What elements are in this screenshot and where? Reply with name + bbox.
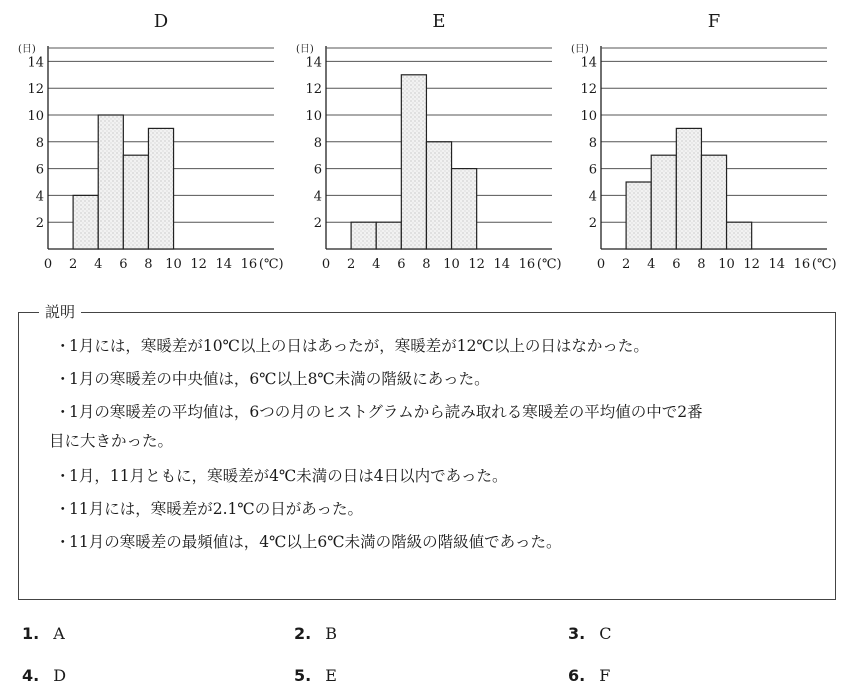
x-tick-label: 10 [443, 257, 460, 272]
answer-choices [22, 624, 842, 694]
y-tick-label: 4 [35, 189, 44, 205]
x-tick-label: 16 [518, 257, 536, 272]
explanation-text-continued: 目に大きかった。 [49, 432, 174, 450]
explanation-text: 1月，11月ともに，寒暖差が4℃未満の日は4日以内であった。 [69, 467, 508, 485]
explanation-text: 1月の寒暖差の平均値は，6つの月のヒストグラムから読み取れる寒暖差の平均値の中で2番 [69, 403, 703, 421]
y-tick-label: 12 [305, 82, 322, 98]
x-tick-label: 8 [422, 257, 431, 272]
x-tick-label: 10 [718, 257, 735, 272]
choice-1[interactable] [22, 624, 65, 643]
histogram-bar [148, 128, 173, 249]
y-tick-label: 4 [588, 189, 597, 205]
y-tick-label: 10 [27, 109, 44, 124]
explanation-list [49, 335, 819, 564]
histogram-bar [351, 222, 376, 249]
y-tick-label: 12 [580, 82, 597, 98]
y-tick-label: 6 [588, 162, 597, 178]
x-tick-label: 2 [621, 257, 631, 272]
y-tick-label: 14 [580, 55, 597, 71]
histogram-bar [626, 182, 651, 249]
explanation-text: 1月には，寒暖差が10℃以上の日はあったが，寒暖差が12℃以上の日はなかった。 [69, 337, 649, 355]
x-tick-label: 4 [372, 257, 381, 272]
x-tick-label: 12 [190, 257, 207, 272]
y-tick-label: 10 [580, 109, 597, 124]
explanation-text: 1月の寒暖差の中央値は，6℃以上8℃未満の階級にあった。 [69, 370, 490, 388]
histogram-bar [727, 222, 752, 249]
explanation-item [55, 368, 819, 391]
explanation-item [49, 401, 819, 453]
choice-4[interactable] [22, 666, 66, 685]
histogram-bar [701, 155, 726, 249]
y-tick-label: 12 [27, 82, 44, 98]
y-tick-label: 4 [313, 189, 322, 205]
x-tick-label: 16 [240, 257, 258, 272]
y-tick-label: 6 [313, 162, 322, 178]
histogram-group [0, 0, 856, 280]
choice-number: 5. [294, 666, 312, 685]
y-tick-label: 14 [305, 55, 322, 71]
explanation-item [55, 498, 819, 521]
x-tick-label: 10 [165, 257, 182, 272]
y-tick-label: 2 [35, 216, 44, 232]
explanation-text: 11月には，寒暖差が2.1℃の日があった。 [69, 500, 364, 518]
choice-label: E [325, 666, 337, 685]
explanation-title: 説明 [39, 301, 81, 322]
choice-5[interactable] [294, 666, 337, 685]
x-tick-label: 0 [321, 257, 331, 272]
x-tick-label: 0 [596, 257, 606, 272]
explanation-item [55, 465, 819, 488]
x-axis-unit-label: (℃) [258, 257, 284, 272]
x-tick-label: 12 [468, 257, 485, 272]
choice-number: 4. [22, 666, 40, 685]
histogram-bar [123, 155, 148, 249]
x-tick-label: 2 [346, 257, 356, 272]
bullet: ・ [55, 467, 71, 485]
chart-title: E [432, 11, 446, 32]
x-tick-label: 4 [647, 257, 656, 272]
bullet: ・ [55, 533, 71, 551]
x-tick-label: 4 [94, 257, 103, 272]
histogram-e [278, 0, 568, 280]
chart-title: D [153, 11, 169, 32]
x-axis-unit-label: (℃) [811, 257, 837, 272]
bullet: ・ [55, 500, 71, 518]
histogram-bar [676, 128, 701, 249]
histogram-bar [376, 222, 401, 249]
x-tick-label: 6 [397, 257, 406, 272]
chart-title: F [707, 11, 721, 32]
x-tick-label: 14 [768, 257, 786, 272]
bullet: ・ [55, 337, 71, 355]
histogram-bar [98, 115, 123, 249]
choice-2[interactable] [294, 624, 337, 643]
y-tick-label: 8 [588, 135, 597, 151]
x-axis-unit-label: (℃) [536, 257, 562, 272]
choice-number: 1. [22, 624, 40, 643]
explanation-item [55, 531, 819, 554]
histogram-f [553, 0, 843, 280]
histogram-d [0, 0, 290, 280]
y-tick-label: 6 [35, 162, 44, 178]
histogram-bar [651, 155, 676, 249]
x-tick-label: 14 [215, 257, 233, 272]
y-tick-label: 2 [313, 216, 322, 232]
y-tick-label: 8 [35, 135, 44, 151]
y-tick-label: 2 [588, 216, 597, 232]
x-tick-label: 6 [672, 257, 681, 272]
x-tick-label: 8 [697, 257, 706, 272]
choice-6[interactable] [568, 666, 610, 685]
choice-number: 6. [568, 666, 586, 685]
choice-3[interactable] [568, 624, 611, 643]
explanation-text: 11月の寒暖差の最頻値は，4℃以上6℃未満の階級の階級値であった。 [69, 533, 562, 551]
explanation-box [18, 303, 836, 600]
choice-label: D [53, 666, 67, 685]
x-tick-label: 2 [68, 257, 78, 272]
explanation-item [55, 335, 819, 358]
histogram-bar [452, 169, 477, 249]
y-axis-unit-label: (日) [571, 44, 589, 55]
choice-number: 2. [294, 624, 312, 643]
y-tick-label: 14 [27, 55, 44, 71]
choice-label: C [599, 624, 612, 643]
histogram-bar [401, 75, 426, 249]
x-tick-label: 0 [43, 257, 53, 272]
histogram-bar [73, 195, 98, 249]
choice-number: 3. [568, 624, 586, 643]
choice-label: B [325, 624, 337, 643]
x-tick-label: 12 [743, 257, 760, 272]
x-tick-label: 16 [793, 257, 811, 272]
bullet: ・ [55, 403, 71, 421]
x-tick-label: 6 [119, 257, 128, 272]
choice-label: F [599, 666, 611, 685]
y-tick-label: 8 [313, 135, 322, 151]
y-tick-label: 10 [305, 109, 322, 124]
y-axis-unit-label: (日) [18, 44, 36, 55]
choice-label: A [53, 624, 65, 643]
y-axis-unit-label: (日) [296, 44, 314, 55]
bullet: ・ [55, 370, 71, 388]
x-tick-label: 14 [493, 257, 511, 272]
x-tick-label: 8 [144, 257, 153, 272]
histogram-bar [426, 142, 451, 249]
